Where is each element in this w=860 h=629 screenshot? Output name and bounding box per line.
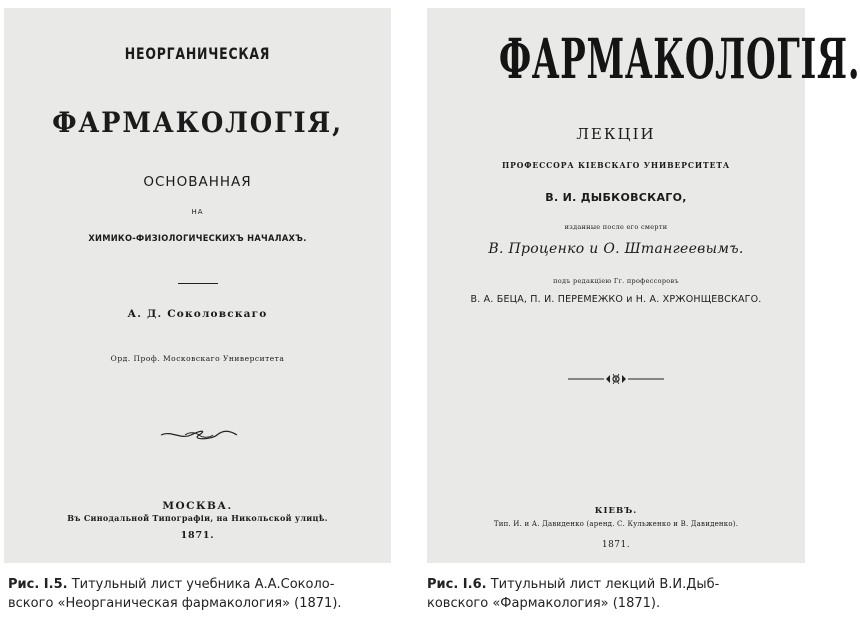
page-right-line5: изданные после его смерти [564, 223, 668, 231]
page-right-city: КІЕВЪ. [594, 506, 638, 516]
caption-right-text: Титульный лист лекций В.И.Дыб- [486, 577, 720, 592]
figure-caption-left [8, 575, 403, 613]
page-left-author-title: Орд. Проф. Московскаго Университета [110, 354, 285, 363]
page-left-line4: НА [191, 208, 204, 216]
caption-right-label: Рис. I.6. [427, 577, 487, 592]
page-right-press: Тип. И. и А. Давиденко (аренд. С. Кульженко и В. Давиденко). [493, 520, 739, 528]
title-page-right [427, 8, 860, 563]
page-right-year: 1871. [601, 540, 631, 550]
page-left-city: МОСКВА. [162, 500, 233, 512]
page-left-line1: НЕОРГАНИЧЕСКАЯ [124, 44, 271, 63]
page-right-line3: ПРОФЕССОРА КІЕВСКАГО УНИВЕРСИТЕТА [501, 161, 731, 171]
page-right-line7: подъ редакціею Гг. профессоровъ [553, 277, 679, 285]
figure-caption-right [427, 575, 819, 613]
caption-right-line1 [427, 575, 819, 594]
caption-right-line2: ковского «Фармакология» (1871). [427, 596, 661, 611]
page-left-line3: ОСНОВАННАЯ [143, 174, 252, 190]
page-right-title: ФАРМАКОЛОГІЯ. [498, 26, 860, 91]
caption-left-label: Рис. I.5. [8, 577, 68, 592]
divider-rule [178, 283, 218, 284]
page-left-line5: ХИМИКО-ФИЗІОЛОГИЧЕСКИХЪ НАЧАЛАХЪ. [88, 234, 307, 244]
caption-left-text: Титульный лист учебника А.А.Соколо- [67, 577, 335, 592]
page-right-editors: В. Проценко и О. Штангеевымъ. [488, 241, 744, 257]
caption-left-line2: вского «Неорганическая фармакология» (1871). [8, 596, 342, 611]
page-right-author: В. И. ДЫБКОВСКАГО, [545, 191, 687, 204]
ornamental-rule [566, 372, 666, 386]
page-left-author: А. Д. Соколовскаго [127, 308, 268, 320]
page-right-line8: В. А. БЕЦА, П. И. ПЕРЕМЕЖКО и Н. А. ХРЖОНЩЕВСКАГО. [470, 294, 762, 305]
caption-left-line1 [8, 575, 403, 594]
flourish-ornament [159, 428, 239, 442]
title-page-left [4, 8, 391, 563]
page-left-year: 1871. [180, 530, 215, 541]
page-left-press: Въ Синодальной Типографіи, на Никольской улицѣ. [67, 513, 328, 523]
page-left-title: ФАРМАКОЛОГІЯ, [52, 106, 343, 139]
page-right-line2: ЛЕКЦІИ [576, 125, 656, 143]
